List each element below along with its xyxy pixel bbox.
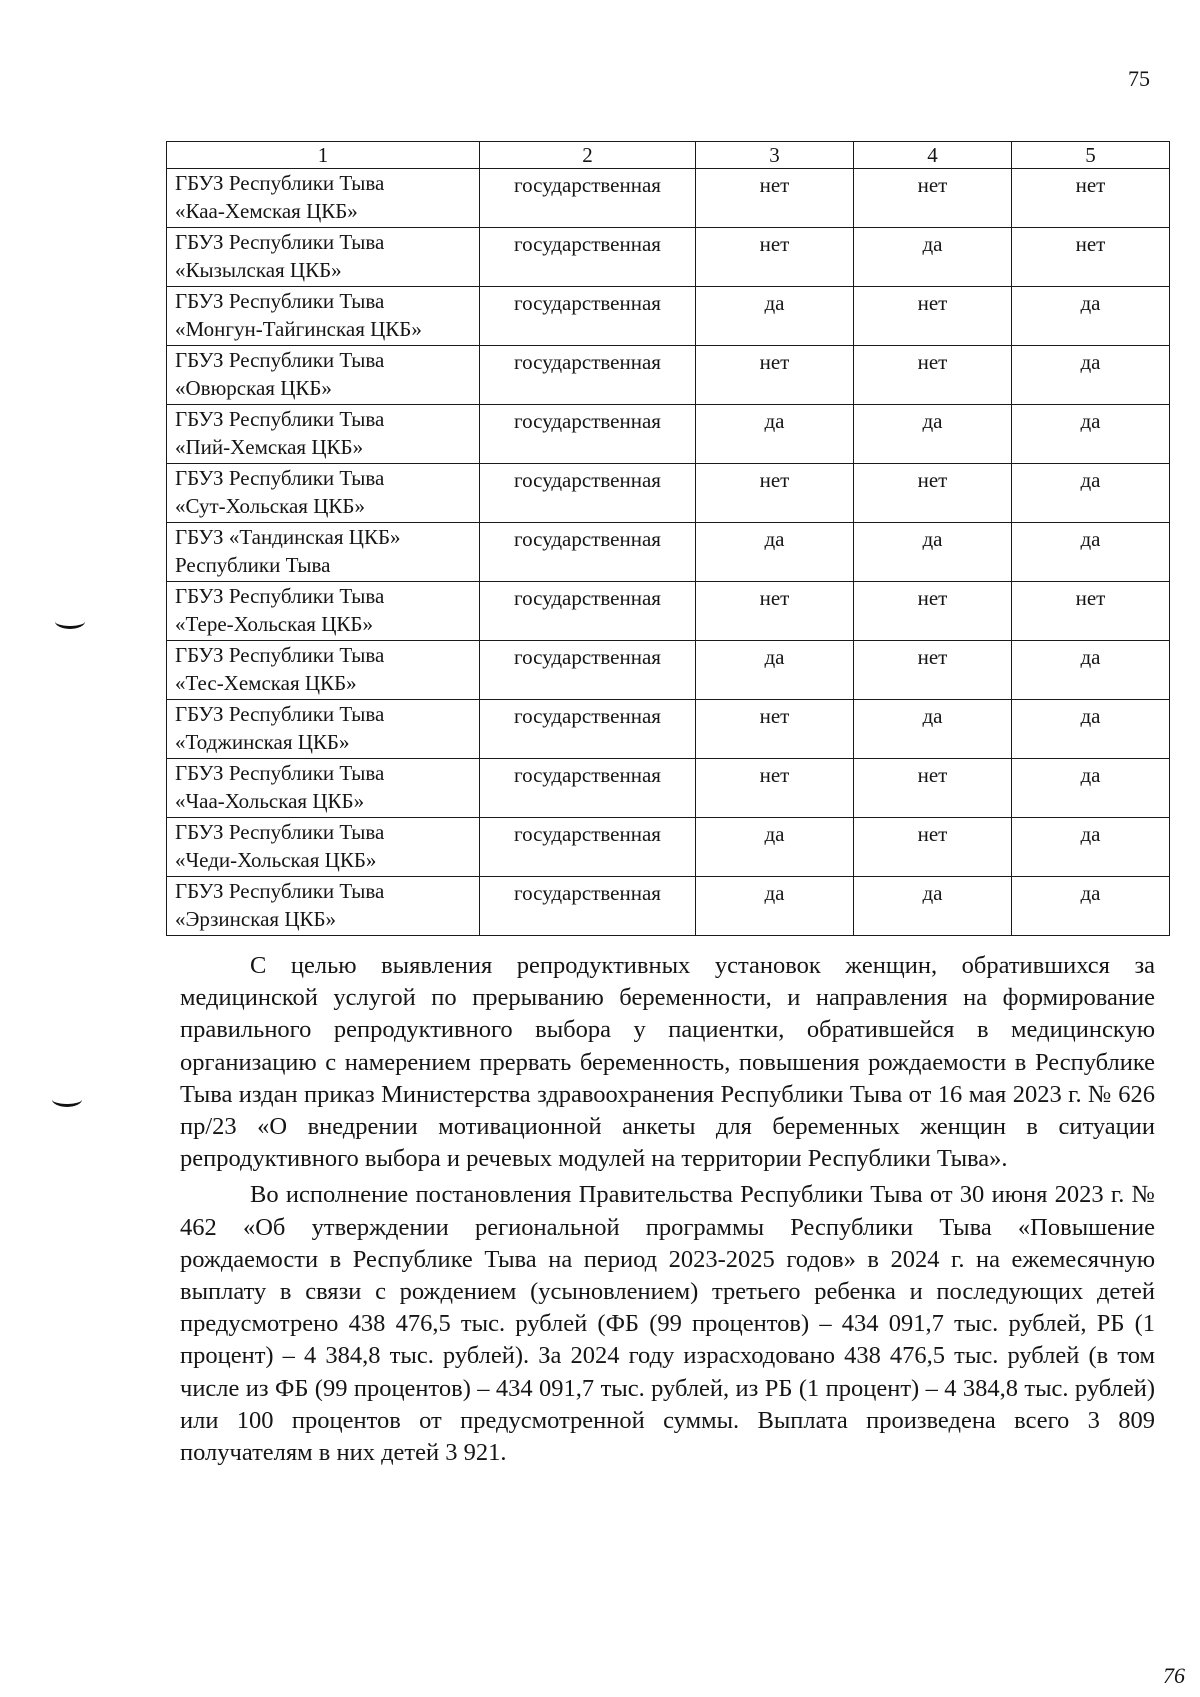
table-row	[167, 169, 1170, 228]
column-4-cell: нет	[854, 641, 1012, 700]
institution-name-cell	[167, 346, 480, 405]
column-5-cell: да	[1012, 523, 1170, 582]
column-3-cell: да	[696, 877, 854, 936]
column-header: 1	[167, 142, 480, 169]
ownership-cell: государственная	[480, 582, 696, 641]
table-row	[167, 287, 1170, 346]
column-header: 3	[696, 142, 854, 169]
institution-name-line1: ГБУЗ Республики Тыва	[175, 761, 385, 785]
ownership-cell: государственная	[480, 287, 696, 346]
column-4-cell: нет	[854, 464, 1012, 523]
institution-name-line2: «Овюрская ЦКБ»	[175, 376, 332, 400]
institution-name-cell	[167, 405, 480, 464]
column-header: 2	[480, 142, 696, 169]
institution-name-line1: ГБУЗ Республики Тыва	[175, 466, 385, 490]
column-4-cell: нет	[854, 169, 1012, 228]
ownership-cell: государственная	[480, 523, 696, 582]
institution-name-cell	[167, 228, 480, 287]
table-row	[167, 523, 1170, 582]
paragraph: С целью выявления репродуктивных установок женщин, обратившихся за медицинской услугой по прерыванию беременности, и направления на формирование правильного репродуктивного выбора у пациентки, обратившейся в медицинскую организацию с намерением прервать беременность, повышения рождаемости в Республике Тыва издан приказ Министерства здравоохранения Республики Тыва от 16 мая 2023 г. № 626 пр/23 «О внедрении мотивационной анкеты для беременных женщин в ситуации репродуктивного выбора и речевых модулей на территории Республики Тыва».	[180, 952, 1155, 1173]
column-4-cell: да	[854, 877, 1012, 936]
ownership-cell: государственная	[480, 405, 696, 464]
institution-name-line2: «Сут-Хольская ЦКБ»	[175, 494, 365, 518]
institution-name-line2: «Тес-Хемская ЦКБ»	[175, 671, 357, 695]
column-header: 5	[1012, 142, 1170, 169]
table-row	[167, 818, 1170, 877]
column-4-cell: нет	[854, 818, 1012, 877]
column-header: 4	[854, 142, 1012, 169]
table-row	[167, 346, 1170, 405]
table-row	[167, 405, 1170, 464]
column-3-cell: нет	[696, 346, 854, 405]
table-row	[167, 759, 1170, 818]
column-3-cell: да	[696, 405, 854, 464]
ownership-cell: государственная	[480, 169, 696, 228]
column-4-cell: нет	[854, 759, 1012, 818]
column-5-cell: да	[1012, 700, 1170, 759]
handwritten-page-number: 76	[1163, 1663, 1185, 1688]
column-4-cell: да	[854, 700, 1012, 759]
page-number: 75	[1128, 66, 1150, 91]
column-3-cell: нет	[696, 700, 854, 759]
ownership-cell: государственная	[480, 228, 696, 287]
institution-name-line2: «Тере-Хольская ЦКБ»	[175, 612, 373, 636]
institution-name-line1: ГБУЗ Республики Тыва	[175, 820, 385, 844]
column-3-cell: нет	[696, 582, 854, 641]
body-text	[180, 950, 1155, 1473]
column-5-cell: да	[1012, 877, 1170, 936]
column-5-cell: да	[1012, 405, 1170, 464]
ownership-cell: государственная	[480, 700, 696, 759]
institution-name-cell	[167, 641, 480, 700]
column-4-cell: нет	[854, 346, 1012, 405]
institution-name-line1: ГБУЗ Республики Тыва	[175, 643, 385, 667]
ownership-cell: государственная	[480, 464, 696, 523]
institutions-table	[166, 141, 1170, 936]
institution-name-line1: ГБУЗ Республики Тыва	[175, 171, 385, 195]
column-5-cell: да	[1012, 759, 1170, 818]
ownership-cell: государственная	[480, 818, 696, 877]
ownership-cell: государственная	[480, 641, 696, 700]
institution-name-line2: «Каа-Хемская ЦКБ»	[175, 199, 358, 223]
column-4-cell: нет	[854, 582, 1012, 641]
scan-mark	[55, 614, 85, 629]
institution-name-line1: ГБУЗ Республики Тыва	[175, 348, 385, 372]
institution-name-line1: ГБУЗ Республики Тыва	[175, 407, 385, 431]
institution-name-line1: ГБУЗ Республики Тыва	[175, 230, 385, 254]
institution-name-line1: ГБУЗ Республики Тыва	[175, 584, 385, 608]
institution-name-line2: «Кызылская ЦКБ»	[175, 258, 342, 282]
column-3-cell: да	[696, 523, 854, 582]
institution-name-line2: «Монгун-Тайгинская ЦКБ»	[175, 317, 422, 341]
institution-name-cell	[167, 818, 480, 877]
column-3-cell: нет	[696, 464, 854, 523]
institution-name-line1: ГБУЗ «Тандинская ЦКБ»	[175, 525, 401, 549]
column-5-cell: нет	[1012, 582, 1170, 641]
institution-name-line1: ГБУЗ Республики Тыва	[175, 702, 385, 726]
column-5-cell: да	[1012, 641, 1170, 700]
table-row	[167, 228, 1170, 287]
column-5-cell: нет	[1012, 228, 1170, 287]
table-row	[167, 877, 1170, 936]
institution-name-cell	[167, 169, 480, 228]
institution-name-cell	[167, 700, 480, 759]
institution-name-line1: ГБУЗ Республики Тыва	[175, 879, 385, 903]
institution-name-cell	[167, 464, 480, 523]
column-3-cell: нет	[696, 759, 854, 818]
column-5-cell: да	[1012, 818, 1170, 877]
table-row	[167, 582, 1170, 641]
table-body	[167, 169, 1170, 936]
column-5-cell: да	[1012, 346, 1170, 405]
institution-name-cell	[167, 287, 480, 346]
ownership-cell: государственная	[480, 877, 696, 936]
column-3-cell: да	[696, 641, 854, 700]
column-4-cell: нет	[854, 287, 1012, 346]
institution-name-line2: Республики Тыва	[175, 553, 331, 577]
table-row	[167, 464, 1170, 523]
institution-name-line2: «Чаа-Хольская ЦКБ»	[175, 789, 365, 813]
institution-name-cell	[167, 523, 480, 582]
scan-mark	[52, 1092, 82, 1107]
table-row	[167, 641, 1170, 700]
column-3-cell: да	[696, 818, 854, 877]
column-4-cell: да	[854, 228, 1012, 287]
institution-name-line2: «Чеди-Хольская ЦКБ»	[175, 848, 377, 872]
institution-name-line2: «Тоджинская ЦКБ»	[175, 730, 350, 754]
ownership-cell: государственная	[480, 346, 696, 405]
institution-name-line1: ГБУЗ Республики Тыва	[175, 289, 385, 313]
institution-name-line2: «Пий-Хемская ЦКБ»	[175, 435, 364, 459]
institution-name-cell	[167, 877, 480, 936]
column-5-cell: нет	[1012, 169, 1170, 228]
table-header-row	[167, 142, 1170, 169]
column-4-cell: да	[854, 405, 1012, 464]
paragraph: Во исполнение постановления Правительства Республики Тыва от 30 июня 2023 г. № 462 «Об утверждении региональной программы Республики Тыва «Повышение рождаемости в Республике Тыва на период 2023-2025 годов» в 2024 г. на ежемесячную выплату в связи с рождением (усыновлением) третьего ребенка и последующих детей предусмотрено 438 476,5 тыс. рублей (ФБ (99 процентов) – 434 091,7 тыс. рублей, РБ (1 процент) – 4 384,8 тыс. рублей). За 2024 году израсходовано 438 476,5 тыс. рублей (в том числе из ФБ (99 процентов) – 434 091,7 тыс. рублей, из РБ (1 процент) – 4 384,8 тыс. рублей) или 100 процентов от предусмотренной суммы. Выплата произведена всего 3 809 получателям в них детей 3 921.	[180, 1181, 1155, 1467]
institution-name-line2: «Эрзинская ЦКБ»	[175, 907, 337, 931]
column-4-cell: да	[854, 523, 1012, 582]
ownership-cell: государственная	[480, 759, 696, 818]
column-3-cell: нет	[696, 169, 854, 228]
table-row	[167, 700, 1170, 759]
institution-name-cell	[167, 582, 480, 641]
column-3-cell: да	[696, 287, 854, 346]
column-5-cell: да	[1012, 464, 1170, 523]
column-5-cell: да	[1012, 287, 1170, 346]
column-3-cell: нет	[696, 228, 854, 287]
institution-name-cell	[167, 759, 480, 818]
